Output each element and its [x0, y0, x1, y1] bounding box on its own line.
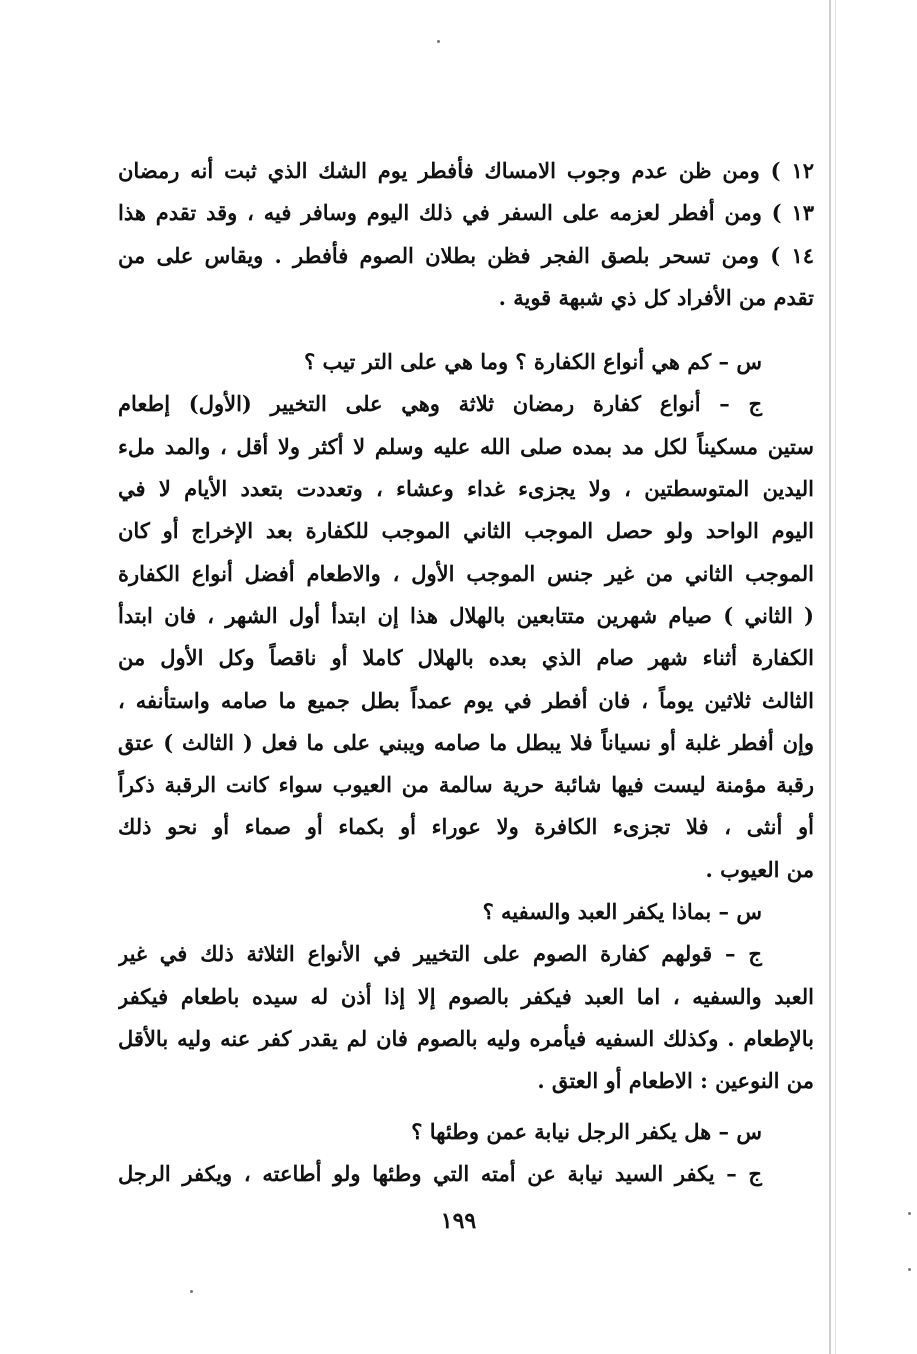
answer-line: ج – أنواع كفارة رمضان ثلاثة وهي على التخيير (الأول) إطعام — [118, 391, 762, 417]
question-proxy-expiation: س – هل يكفر الرجل نيابة عمن وطئها ؟ — [411, 1118, 762, 1144]
answer-line: الثالث ثلاثين يوماً ، فان أفطر في يوم عمداً بطل جميع ما صامه واستأنفه ، — [118, 687, 814, 713]
answer-line: رقبة مؤمنة ليست فيها شائبة حرية سالمة من العيوب سواء كانت الرقبة ذكراً — [118, 772, 814, 798]
answer-line: اليدين المتوسطتين ، ولا يجزىء غداء وعشاء ، وتعددت بتعدد الأيام لا في — [118, 476, 814, 502]
answer-line: وإن أفطر غلبة أو نسياناً فلا يبطل ما صامه ويبني على ما فعل ( الثالث ) عتق — [118, 729, 814, 755]
answer-line: من العيوب . — [705, 856, 814, 882]
paragraph-gap — [118, 319, 814, 341]
body-text — [118, 150, 814, 1195]
answer-line: بالإطعام . وكذلك السفيه فيأمره وليه بالصوم فان لم يقدر كفر عنه وليه بالأقل — [118, 1025, 814, 1051]
page-gutter-shadow — [835, 0, 836, 1354]
answer-line: ج – قولهم كفارة الصوم على التخيير في الأنواع الثلاثة ذلك في غير — [118, 941, 762, 967]
answer-line: الكفارة أثناء شهر صام الذي بعده بالهلال كاملا أو ناقصاً وكل الأول من — [118, 645, 814, 671]
page-number: ١٩٩ — [440, 1208, 477, 1234]
page-gutter-line — [829, 0, 831, 1354]
answer-line: العبد والسفيه ، اما العبد فيكفر بالصوم إلا إذا أذن له سيده باطعام فيكفر — [118, 983, 814, 1009]
question-kaffara-types: س – كم هي أنواع الكفارة ؟ وما هي على التر تيب ؟ — [304, 349, 762, 375]
answer-line: الموجب الثاني من غير جنس الموجب الأول ، والاطعام أفضل أنواع الكفارة — [118, 560, 814, 586]
answer-line: ستين مسكيناً لكل مد بمده صلى الله عليه وسلم لا أكثر ولا أقل ، والمد ملء — [118, 433, 814, 459]
list-item-13: ١٣ ) ومن أفطر لعزمه على السفر في ذلك اليوم وسافر فيه ، وقد تقدم هذا — [118, 200, 814, 226]
paragraph-gap — [118, 1103, 814, 1111]
answer-line: من النوعين : الاطعام أو العتق . — [537, 1068, 814, 1094]
scan-speck — [190, 1290, 193, 1293]
list-item-12: ١٢ ) ومن ظن عدم وجوب الامساك فأفطر يوم الشك الذي ثبت أنه رمضان — [118, 158, 814, 183]
answer-line: ج – يكفر السيد نيابة عن أمته التي وطئها ولو أطاعته ، ويكفر الرجل — [118, 1160, 762, 1186]
answer-line: أو أنثى ، فلا تجزىء الكافرة ولا عوراء أو بكماء أو صماء أو نحو ذلك — [118, 814, 814, 840]
answer-line: اليوم الواحد ولو حصل الموجب الثاني الموجب للكفارة بعد الإخراج أو كان — [118, 518, 814, 544]
answer-line: ( الثاني ) صيام شهرين متتابعين بالهلال هذا إن ابتدأ أول الشهر ، فان ابتدأ — [118, 602, 814, 628]
scan-speck — [437, 40, 440, 43]
scan-speck — [908, 1268, 911, 1271]
list-item-14-continued: تقدم من الأفراد كل ذي شبهة قوية . — [498, 284, 814, 310]
list-item-14: ١٤ ) ومن تسحر بلصق الفجر فظن بطلان الصوم فأفطر . ويقاس على من — [118, 242, 814, 268]
question-slave-and-fool: س – بماذا يكفر العبد والسفيه ؟ — [482, 899, 762, 925]
